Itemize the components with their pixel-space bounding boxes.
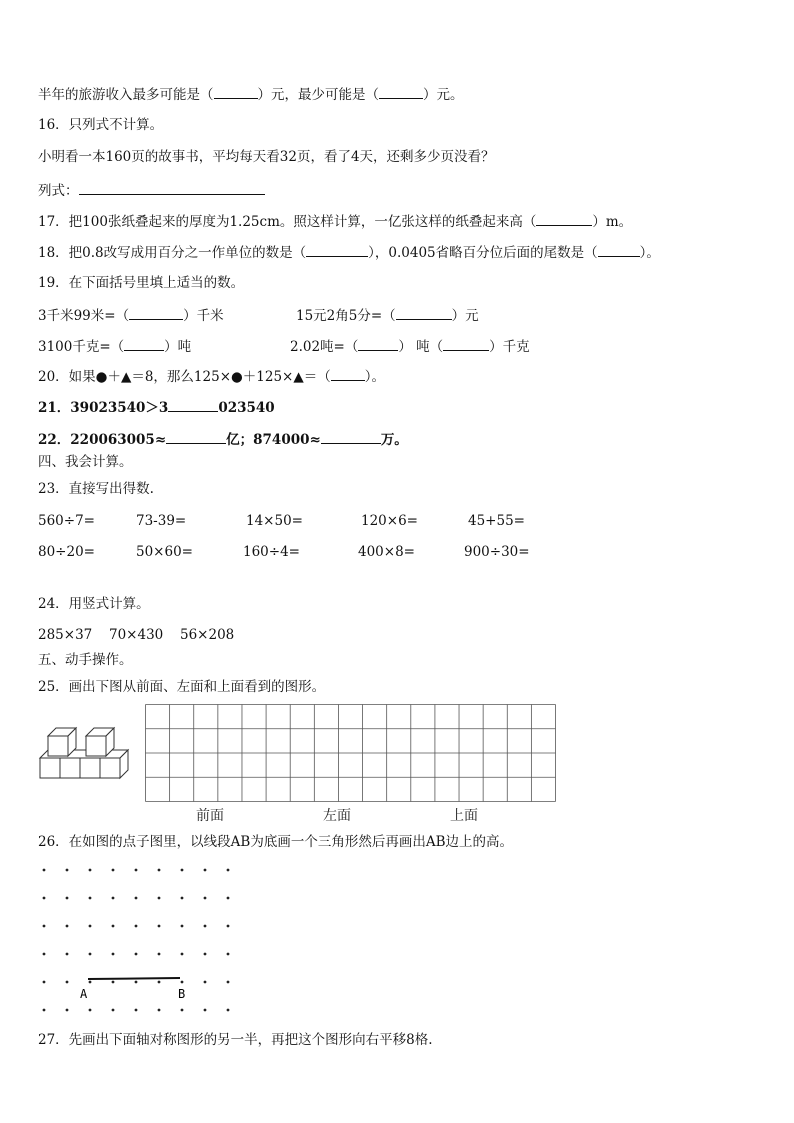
section5-heading: 五、动手操作。	[38, 652, 133, 668]
formula-blank[interactable]	[79, 180, 265, 195]
grid-dot	[227, 981, 230, 984]
grid-dot	[158, 869, 161, 872]
grid-dot	[43, 981, 46, 984]
q22: 22．220063005≈ 亿；874000≈ 万。	[38, 429, 408, 449]
q24-item-1: 285×37	[38, 627, 93, 643]
grid-dot	[43, 925, 46, 928]
answer-blank[interactable]	[214, 84, 258, 99]
grid-label-top: 上面	[450, 808, 478, 824]
grid-dot	[112, 869, 115, 872]
q23-r2-c3: 160÷4=	[243, 544, 300, 560]
grid-dot	[204, 869, 207, 872]
q15-tail: 半年的旅游收入最多可能是（ ）元，最少可能是（ ）元。	[38, 84, 464, 104]
q19-c: 3100千克=（ ）吨	[38, 336, 191, 356]
grid-dot	[204, 925, 207, 928]
grid-dot	[66, 953, 69, 956]
q21: 21．39023540＞3 023540	[38, 397, 275, 417]
grid-dot	[227, 953, 230, 956]
grid-dot	[112, 1009, 115, 1012]
q23-r1-c4: 120×6=	[361, 513, 418, 529]
answer-blank[interactable]	[321, 429, 381, 444]
answer-blank[interactable]	[358, 336, 398, 351]
answer-blank[interactable]	[166, 429, 226, 444]
answer-blank[interactable]	[124, 336, 164, 351]
grid-dot	[135, 869, 138, 872]
q23-r2-c4: 400×8=	[358, 544, 415, 560]
grid-dot	[66, 897, 69, 900]
q24-title: 24．用竖式计算。	[38, 596, 150, 612]
segment-ab	[88, 978, 180, 979]
grid-dot	[112, 981, 115, 984]
answer-blank[interactable]	[306, 242, 368, 257]
answer-blank[interactable]	[443, 336, 489, 351]
q27-title: 27．先画出下面轴对称图形的另一半，再把这个图形向右平移8格.	[38, 1032, 433, 1048]
point-a-label: A	[80, 987, 88, 1001]
q16-problem: 小明看一本160页的故事书，平均每天看32页，看了4天，还剩多少页没看？	[38, 149, 495, 165]
q25-title: 25．画出下图从前面、左面和上面看到的图形。	[38, 679, 326, 695]
grid-label-left: 左面	[323, 808, 351, 824]
answer-blank[interactable]	[331, 366, 365, 381]
grid-dot	[158, 1009, 161, 1012]
q19-title: 19．在下面括号里填上适当的数。	[38, 275, 245, 291]
grid-dot	[66, 925, 69, 928]
grid-dot	[227, 1009, 230, 1012]
cube-figure	[36, 722, 136, 782]
grid-dot	[66, 869, 69, 872]
grid-dot	[43, 1009, 46, 1012]
grid-dot	[66, 981, 69, 984]
grid-dot	[112, 953, 115, 956]
q23-r2-c2: 50×60=	[136, 544, 193, 560]
grid-dot	[112, 897, 115, 900]
q20: 20．如果●＋▲＝8，那么125×●＋125×▲＝（ ）。	[38, 366, 385, 386]
q23-r2-c5: 900÷30=	[464, 544, 530, 560]
grid-dot	[43, 953, 46, 956]
q16-formula: 列式：	[38, 180, 265, 200]
grid-dot	[227, 897, 230, 900]
grid-dot	[89, 925, 92, 928]
answer-blank[interactable]	[598, 242, 640, 257]
answer-blank[interactable]	[536, 211, 592, 226]
grid-dot	[89, 897, 92, 900]
grid-dot	[43, 869, 46, 872]
grid-dot	[227, 869, 230, 872]
grid-dot	[89, 953, 92, 956]
q23-r1-c3: 14×50=	[246, 513, 303, 529]
q23-r1-c2: 73-39=	[136, 513, 187, 529]
q16-title: 16．只列式不计算。	[38, 117, 164, 133]
grid-dot	[43, 897, 46, 900]
grid-dot	[158, 897, 161, 900]
grid-dot	[181, 981, 184, 984]
q23-r1-c1: 560÷7=	[38, 513, 95, 529]
grid-dot	[66, 1009, 69, 1012]
dot-grid[interactable]	[36, 862, 246, 1017]
q24-item-3: 56×208	[180, 627, 235, 643]
grid-label-front: 前面	[196, 808, 224, 824]
grid-dot	[89, 869, 92, 872]
q19-b: 15元2角5分=（ ）元	[296, 305, 479, 325]
grid-dot	[181, 953, 184, 956]
q18: 18．把0.8改写成用百分之一作单位的数是（ ），0.0405省略百分位后面的尾数是（ ）。	[38, 242, 660, 262]
grid-dot	[135, 1009, 138, 1012]
drawing-grid[interactable]	[145, 704, 556, 802]
grid-dot	[135, 897, 138, 900]
grid-dot	[181, 1009, 184, 1012]
answer-blank[interactable]	[396, 305, 452, 320]
section4-heading: 四、我会计算。	[38, 454, 133, 470]
grid-dot	[158, 981, 161, 984]
q17: 17．把100张纸叠起来的厚度为1.25cm。照这样计算，一亿张这样的纸叠起来高（ ）m。	[38, 211, 632, 231]
answer-blank[interactable]	[129, 305, 183, 320]
q23-title: 23．直接写出得数.	[38, 481, 154, 497]
grid-dot	[112, 925, 115, 928]
grid-dot	[204, 1009, 207, 1012]
q24-item-2: 70×430	[109, 627, 164, 643]
grid-dot	[158, 925, 161, 928]
grid-dot	[158, 953, 161, 956]
grid-dot	[227, 925, 230, 928]
grid-dot	[135, 953, 138, 956]
grid-dot	[204, 953, 207, 956]
answer-blank[interactable]	[379, 84, 423, 99]
q19-d: 2.02吨=（ ） 吨（ ）千克	[290, 336, 530, 356]
q19-a: 3千米99米=（ ）千米	[38, 305, 224, 325]
q26-title: 26．在如图的点子图里，以线段AB为底画一个三角形然后再画出AB边上的高。	[38, 834, 514, 850]
q23-r1-c5: 45+55=	[468, 513, 525, 529]
q23-r2-c1: 80÷20=	[38, 544, 95, 560]
grid-dot	[181, 897, 184, 900]
point-b-label: B	[178, 987, 186, 1001]
answer-blank[interactable]	[168, 397, 218, 412]
grid-dot	[89, 981, 92, 984]
grid-dot	[204, 981, 207, 984]
grid-dot	[204, 897, 207, 900]
grid-dot	[89, 1009, 92, 1012]
grid-dot	[181, 925, 184, 928]
grid-dot	[135, 925, 138, 928]
grid-dot	[135, 981, 138, 984]
grid-dot	[181, 869, 184, 872]
